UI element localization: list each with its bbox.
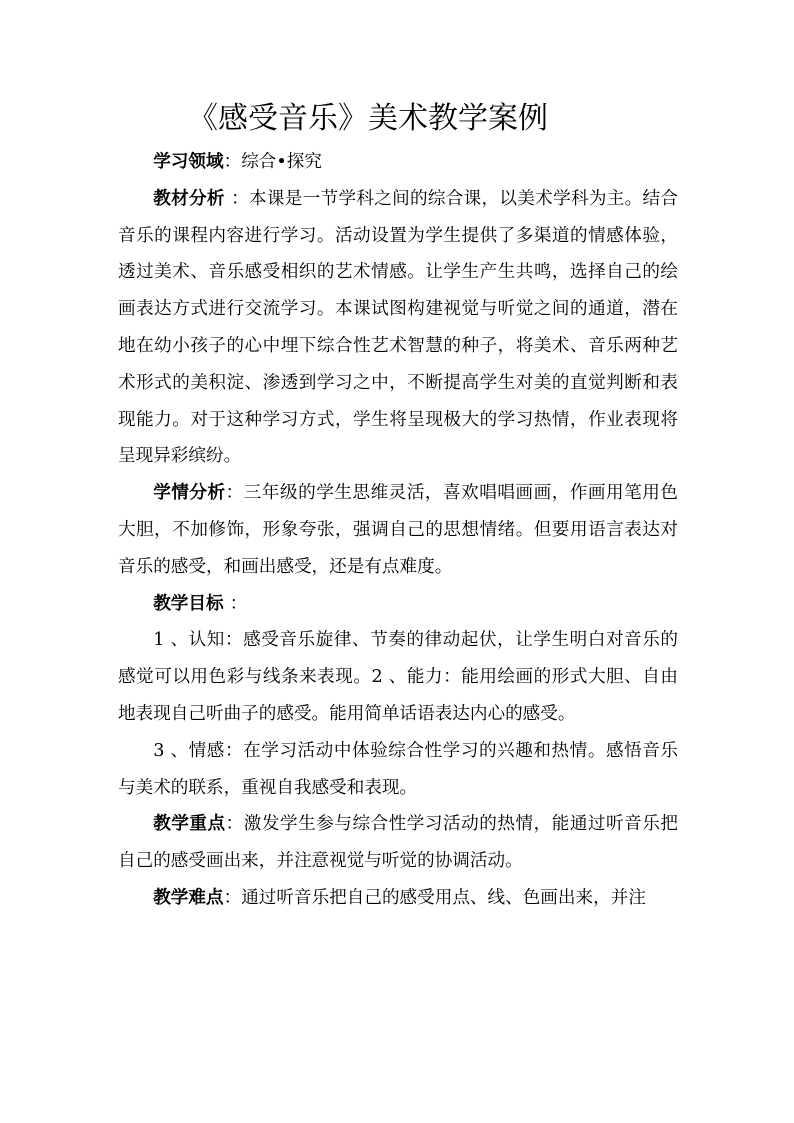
paragraph-colon: ： — [225, 814, 244, 835]
paragraph-colon: ： — [231, 188, 250, 209]
paragraph-colon: ： — [223, 887, 242, 908]
paragraph-goals-emotion — [118, 733, 678, 807]
paragraph-student-analysis — [118, 475, 678, 585]
paragraph-colon: ： — [223, 152, 242, 172]
document-title: 《感受音乐》美术教学案例 — [188, 101, 548, 136]
paragraph-text: 激发学生参与综合性学习活动的热情，能通过听音乐把自己的感受画出来，并注意视觉与听觉的协调活动。 — [118, 814, 678, 872]
paragraph-teaching-focus — [118, 806, 678, 880]
paragraph-text: 本课是一节学科之间的综合课，以美术学科为主。结合音乐的课程内容进行学习。活动设置为学生提供了多渠道的情感体验，透过美术、音乐感受相织的艺术情感。让学生产生共鸣，选择自己的绘画表达方式进行交流学习。本课试图构建视觉与听觉之间的通道，潜在地在幼小孩子的心中埋下综合性艺术智慧的种子，将美术、音乐两种艺术形式的美积淀、渗透到学习之中，不断提高学生对美的直觉判断和表现能力。对于这种学习方式，学生将呈现极大的学习热情，作业表现将呈现异彩缤纷。 — [118, 188, 678, 467]
paragraph-teaching-goals — [118, 586, 678, 623]
paragraph-label: 教材分析 — [153, 187, 232, 209]
paragraph-goals-cognition-ability — [118, 622, 678, 732]
paragraph-label: 教学重点 — [153, 813, 226, 835]
paragraph-learning-domain — [118, 144, 678, 181]
document-body — [118, 144, 678, 917]
paragraph-label: 学习领域 — [153, 151, 224, 172]
paragraph-label: 教学目标 — [153, 592, 230, 614]
paragraph-label: 教学难点 — [153, 886, 224, 908]
paragraph-text: 通过听音乐把自己的感受用点、线、色画出来，并注 — [241, 887, 646, 908]
paragraph-text: 3 、情感：在学习活动中体验综合性学习的兴趣和热情。感悟音乐与美术的联系，重视自我感受和表现。 — [118, 740, 678, 798]
paragraph-label: 学情分析 — [153, 482, 226, 504]
paragraph-text: 三年级的学生思维灵活，喜欢唱唱画画，作画用笔用色大胆，不加修饰，形象夸张，强调自己的思想情绪。但要用语言表达对音乐的感受，和画出感受，还是有点难度。 — [118, 483, 678, 577]
paragraph-text: 综合•探究 — [241, 152, 322, 172]
paragraph-colon: ： — [225, 483, 244, 504]
paragraph-teaching-difficulty — [118, 880, 678, 917]
paragraph-colon: ： — [229, 593, 248, 614]
paragraph-text: 1 、认知：感受音乐旋律、节奏的律动起伏，让学生明白对音乐的感觉可以用色彩与线条来表现。2 、能力：能用绘画的形式大胆、自由地表现自己听曲子的感受。能用简单话语表达内心的感受。 — [118, 630, 678, 724]
paragraph-material-analysis — [118, 181, 678, 475]
